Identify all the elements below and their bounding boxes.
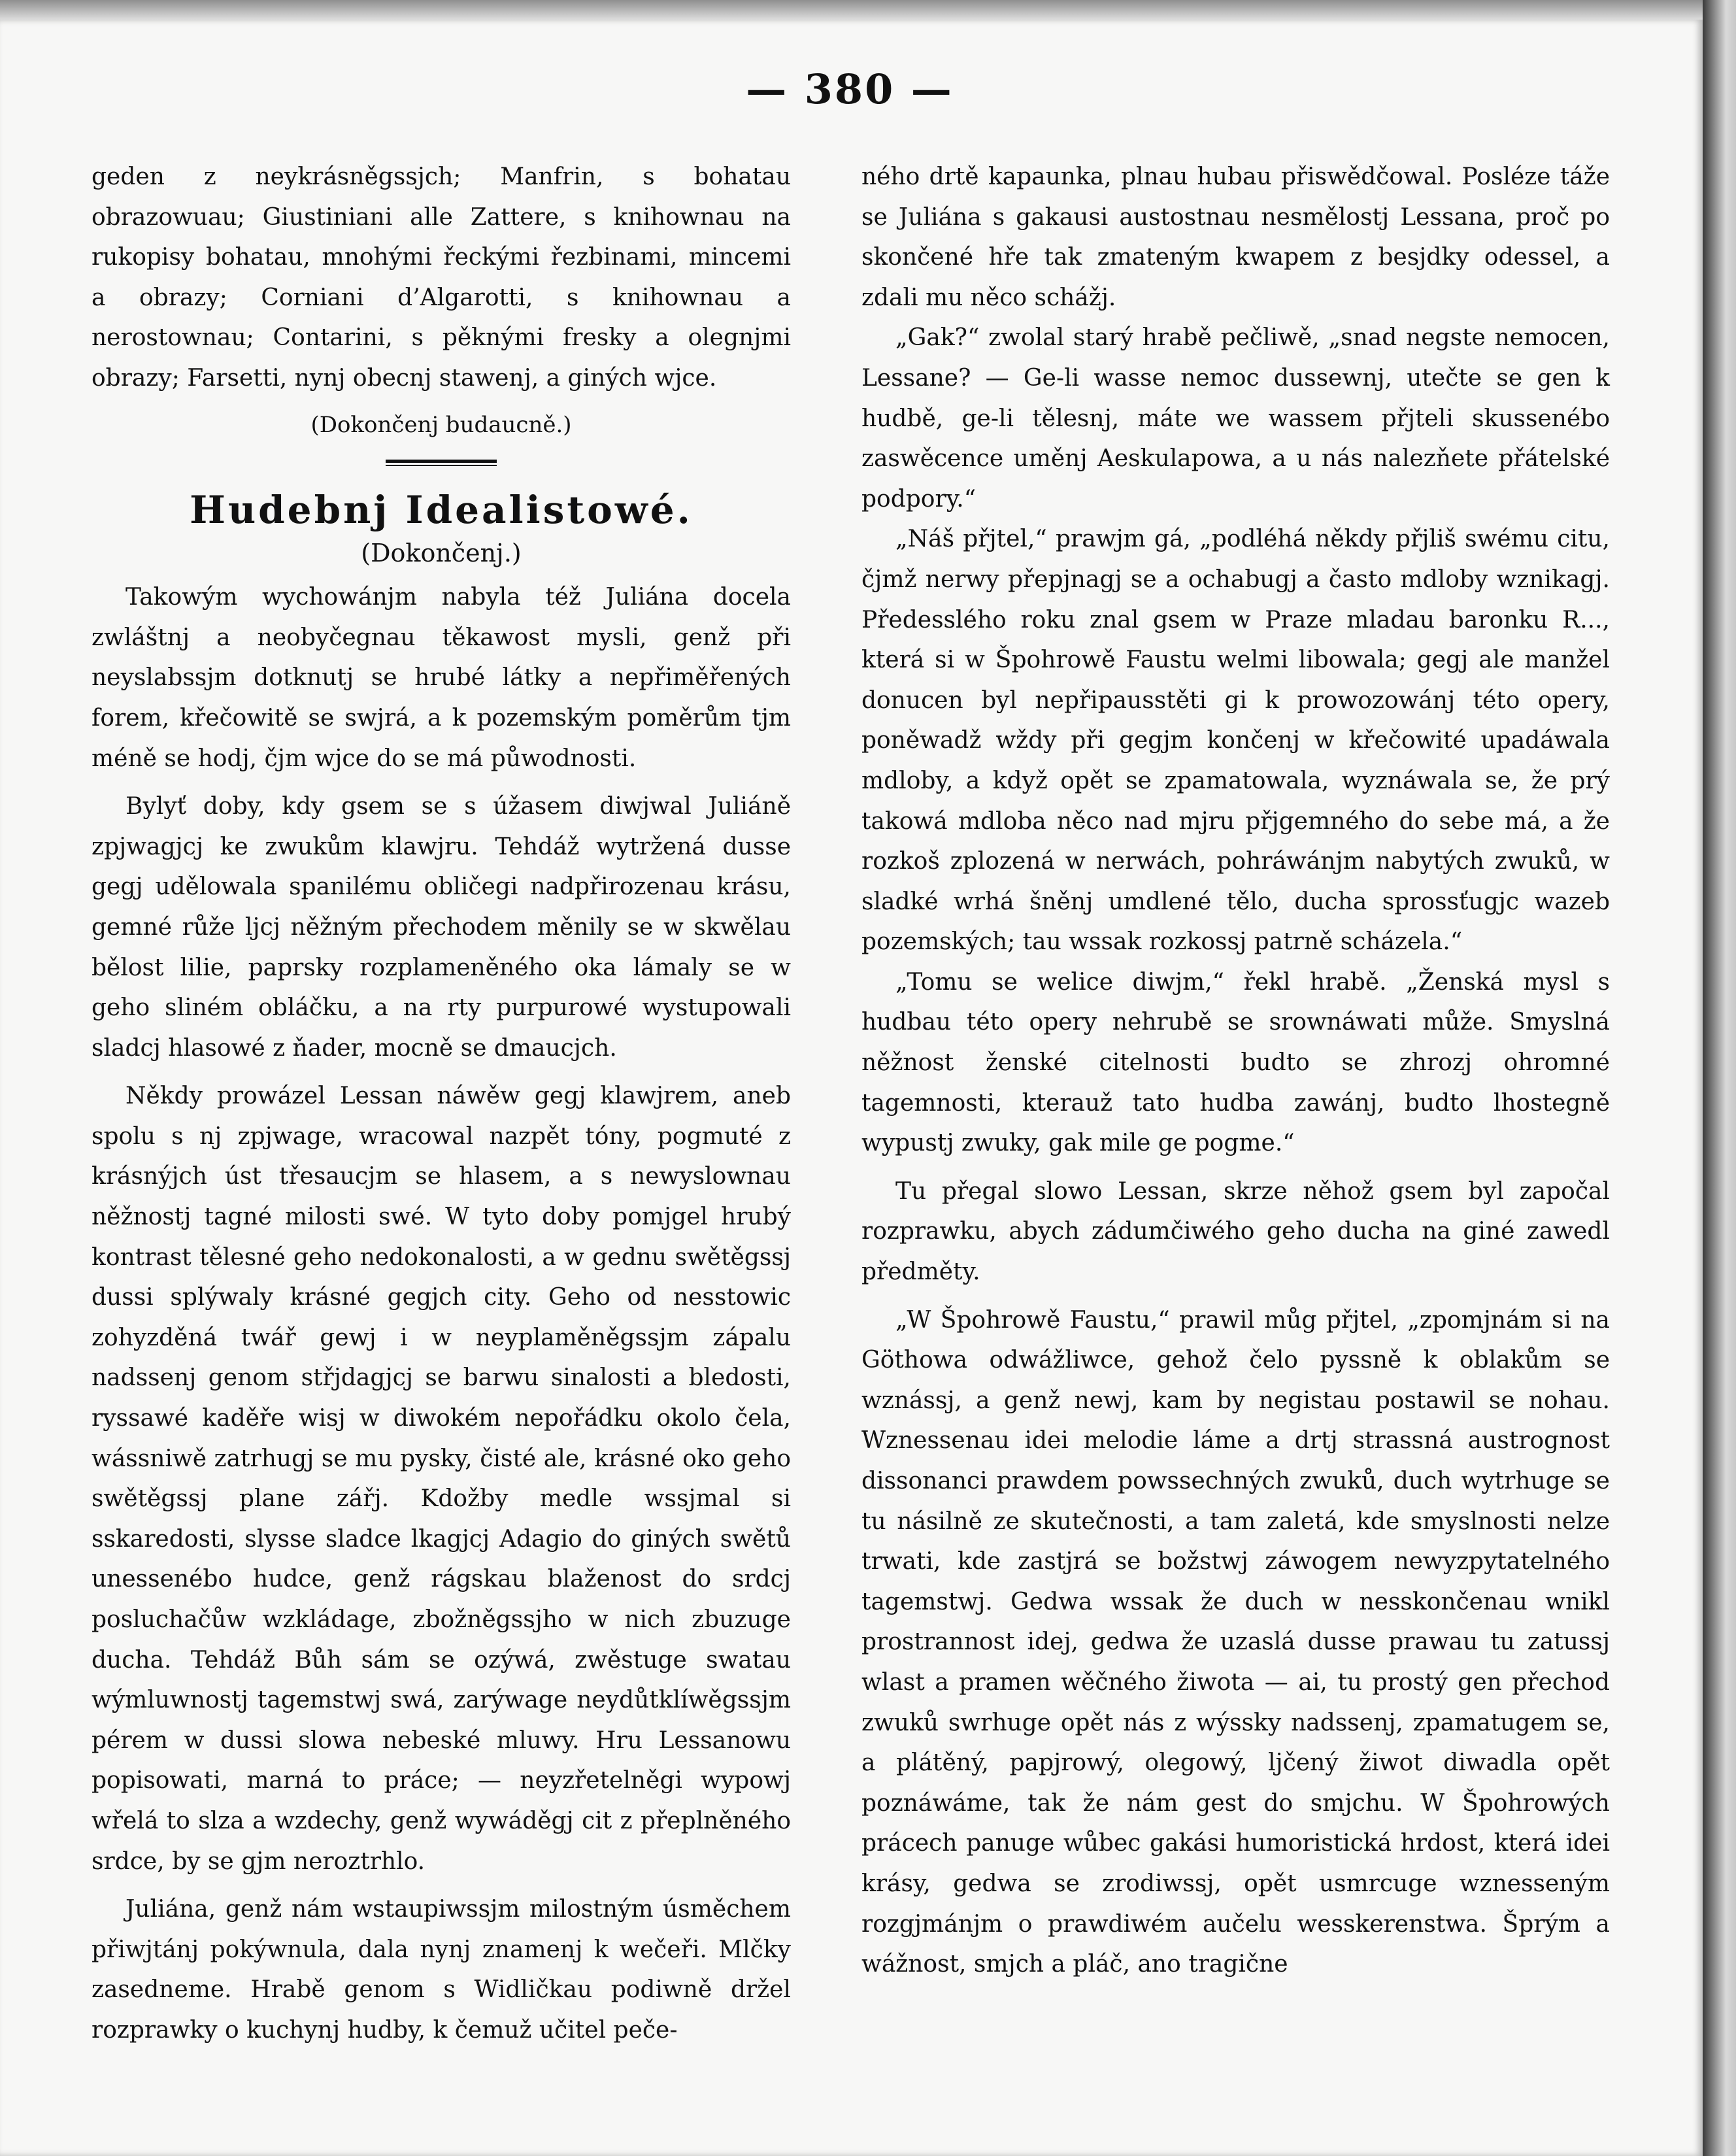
body-paragraph: „Náš přjtel,“ prawjm gá, „podléhá někdy přjliš swému citu, čjmž nerwy přepjnagj se a ochabugj a často mdloby wznikagj. Předesslého roku znal gsem w Praze mladau baronku R..., která si w Špohrowě Faustu welmi libowala; gegj ale manžel donucen byl nepřipausstěti gi k prowozowánj této opery, poněwadž wždy při gegjm končenj w křečowité upadáwala mdloby, a když opět se zpamatowala, wyznáwala se, že prý takowá mdloba něco nad mjru přjgemného do sebe má, a že rozkoš zplozená w nerwách, pohráwánjm nabytých zwuků, w sladké wrhá šněnj umdlené tělo, ducha sprossťugjc wazeb pozemských; tau wssak rozkossj patrně scházela.“ (861, 526, 1610, 956)
left-column (92, 157, 791, 2051)
body-paragraph: „W Špohrowě Faustu,“ prawil můg přjtel, „zpomjnám si na Göthowa odwážliwce, gehož čelo pyssně k oblakům se wznássj, a genž newj, kam by negistau postawil se nohau. Wznessenau idei melodie láme a drtj strassná austrognost dissonanci prawdem powssechných zwuků, duch wytrhuge se tu násilně ze skutečnosti, a tam zaletá, kde smyslnosti nelze trwati, kde zastjrá se božstwj záwogem newyzpytatelného tagemstwj. Gedwa wssak že duch w nesskončenau wnikl prostrannost idej, gedwa že uzaslá dusse prawau tu zatussj wlast a pramen wěčného žiwota — ai, tu prostý gen přechod zwuků swrhuge opět nás z wýssky nadssenj, zpamatugem se, a plátěný, papjrowý, olegowý, ljčený žiwot diwadla opět poznáwáme, tak že nám gest do smjchu. W Špohrowých prácech panuge wůbec gakási humoristická hrdost, která idei krásy, gedwa se zrodiwssj, opět usmrcuge wznesseným rozgjmánjm o prawdiwém aučelu wesskerenstwa. Šprým a wážnost, smjch a pláč, ano tragične (861, 1306, 1610, 1978)
page-number: — 380 — (746, 65, 954, 113)
scan-top-edge (0, 0, 1736, 20)
body-paragraph: Tu přegal slowo Lessan, skrze něhož gsem byl započal rozprawku, abych zádumčiwého geho ducha na giné zawedl předměty. (861, 1177, 1610, 1286)
article-subtitle: (Dokončenj.) (361, 539, 522, 568)
book-binding-edge (1703, 0, 1736, 2156)
body-paragraph: Někdy prowázel Lessan náwěw gegj klawjrem, aneb spolu s nj zpjwage, wracowal nazpět tóny, pogmuté z krásnýjch úst třesaucjm se hlasem, a s newyslownau něžnostj tagné milosti swé. W tyto doby pomjgel hrubý kontrast tělesné geho nedokonalosti, a w gednu swětěgssj dussi splýwaly krásné gegjch city. Geho od nesstowic zohyzděná twář gewj i w neyplaměněgssjm zápalu nadssenj genom střjdagjcj se barwu sinalosti a bledosti, ryssawé kaděře wisj w diwokém nepořádku okolo čela, wássniwě zatrhugj se mu pysky, čisté ale, krásné oko geho swětěgssj plane zářj. Kdožby medle wssjmal si sskaredosti, slysse sladce lkagjcj Adagio do giných swětů unessenébo hudce, genž rágskau blaženost do srdcj posluchačůw wzkládage, zbožněgssjho w nich zbuzuge ducha. Tehdáž Bůh sám se ozýwá, zwěstuge swatau wýmluwnostj tagemstwj swá, zarýwage neydůtklíwěgssjm pérem w dussi slowa nebeské mluwy. Hru Lessanowu popisowati, marná to práce; — neyzřetelněgi wypowj wřelá to slza a wzdechy, genž wywáděgj cit z přeplněného srdce, by se gjm neroztrhlo. (92, 1083, 791, 1875)
body-paragraph: „Tomu se welice diwjm,“ řekl hrabě. „Ženská mysl s hudbau této opery nehrubě se srownáwati může. Smyslná něžnost ženské citelnosti budto se zhrozj ohromné tagemnosti, kterauž tato hudba zawánj, budto lhostegně wypustj zwuky, gak mile ge pogme.“ (861, 968, 1610, 1157)
body-paragraph: Bylyť doby, kdy gsem se s úžasem diwjwal Juliáně zpjwagjcj ke zwukům klawjru. Tehdáž wytržená dusse gegj udělowala spanilému obličegi nadpřirozenau krásu, gemné růže ljcj něžným přechodem měnily se w skwělau bělost lilie, paprsky rozplameněného oka lámaly se w geho sliném obláčku, a na rty purpurowé wystupowali sladcj hlasowé z ňader, mocně se dmaucjch. (92, 793, 791, 1062)
body-paragraph: ného drtě kapaunka, plnau hubau přiswědčowal. Posléze táže se Juliána s gakausi austostnau nesmělostj Lessana, proč po skončené hře tak zmateným kwapem z besjdky odessel, a zdali mu něco schážj. (861, 163, 1610, 311)
right-column (861, 157, 1610, 1985)
section-divider (386, 460, 497, 466)
body-paragraph: Juliána, genž nám wstaupiwssjm milostným úsměchem přiwjtánj pokýwnula, dala nynj znamenj k wečeři. Mlčky zasedneme. Hrabě genom s Widličkau podiwně držel rozprawky o kuchynj hudby, k čemuž učitel peče- (92, 1896, 791, 2044)
body-paragraph: „Gak?“ zwolal starý hrabě pečliwě, „snad negste nemocen, Lessane? — Ge-li wasse nemoc dussewnj, utečte se gen k hudbě, ge-li tělesnj, máte we wassem přjteli skussenébo zaswěcence uměnj Aeskulapowa, a u nás nalezňete přátelské podpory.“ (861, 324, 1610, 513)
intro-paragraph: geden z neykrásněgssjch; Manfrin, s bohatau obrazowuau; Giustiniani alle Zattere, s knihownau na rukopisy bohatau, mnohými řeckými řezbinami, mincemi a obrazy; Corniani d’Algarotti, s knihownau a nerostownau; Contarini, s pěknými fresky a olegnjmi obrazy; Farsetti, nynj obecnj stawenj, a giných wjce. (92, 163, 791, 392)
article-title: Hudebnj Idealistowé. (190, 488, 693, 533)
body-paragraph: Takowým wychowánjm nabyla též Juliána docela zwláštnj a neobyčegnau těkawost mysli, genž při neyslabssjm dotknutj se hrubé látky a nepřiměřených forem, křečowitě se swjrá, a k pozemským poměrům tjm méně se hodj, čjm wjce do se má půwodnosti. (92, 584, 791, 772)
to-be-continued-note: (Dokončenj budaucně.) (310, 411, 572, 438)
